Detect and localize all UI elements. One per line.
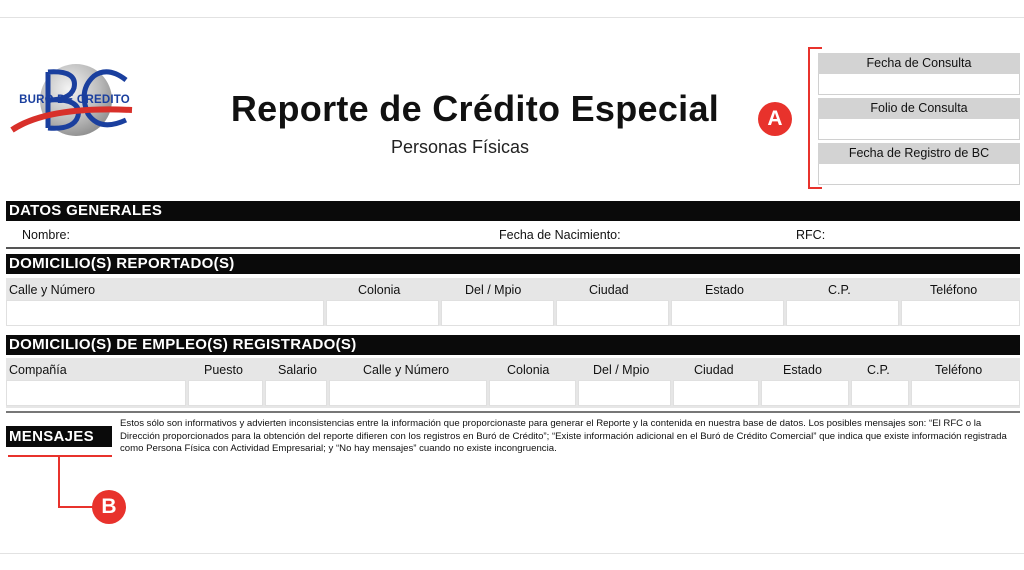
empleo-col-salario: Salario <box>278 363 317 377</box>
domicilio-cell <box>786 300 899 326</box>
top-divider <box>0 17 1024 18</box>
empleo-cell <box>265 380 327 406</box>
callout-b-line <box>58 457 60 508</box>
rfc-label: RFC: <box>796 228 826 242</box>
datos-generales-row <box>6 225 1020 247</box>
domicilios-header: DOMICILIO(S) REPORTADO(S) <box>6 254 1020 274</box>
domicilio-cell <box>556 300 669 326</box>
fecha-consulta-label: Fecha de Consulta <box>818 53 1020 74</box>
fecha-registro-value <box>818 164 1020 185</box>
fecha-nacimiento-label: Fecha de Nacimiento: <box>499 228 621 242</box>
fecha-registro-box <box>818 143 1020 185</box>
fecha-consulta-box <box>818 53 1020 95</box>
mensajes-text: Estos sólo son informativos y advierten inconsistencias entre la información que proporcionaste para generar el Reporte y la contenida en nuestra base de datos. Los posibles mensajes son: “El RFC o la Dirección proporcionados para la obtención del reporte difieren con los registros en Buró de Crédito”; “Existe información adicional en el Buró de Crédito Comercial” que indica que existe información registrada como Persona Física con Actividad Empresarial; y “No hay mensajes” cuando no existe incongruencia. <box>120 418 1007 454</box>
empleo-col-compania: Compañía <box>9 363 67 377</box>
empleo-col-puesto: Puesto <box>204 363 243 377</box>
empleo-col-ciudad: Ciudad <box>694 363 734 377</box>
domicilio-col-colonia: Colonia <box>358 283 401 297</box>
empleo-cell <box>329 380 487 406</box>
empleo-cell <box>911 380 1020 406</box>
empleo-col-delmpio: Del / Mpio <box>593 363 650 377</box>
datos-generales-divider <box>6 247 1020 249</box>
domicilio-col-estado: Estado <box>705 283 744 297</box>
fecha-registro-label: Fecha de Registro de BC <box>818 143 1020 164</box>
buro-logo-icon <box>8 58 138 168</box>
empleo-cell <box>578 380 671 406</box>
datos-generales-header: DATOS GENERALES <box>6 201 1020 221</box>
empleo-col-telefono: Teléfono <box>935 363 983 377</box>
page-subtitle: Personas Físicas <box>390 137 530 157</box>
folio-consulta-box <box>818 98 1020 140</box>
callout-b-underline <box>8 455 112 457</box>
domicilio-cell <box>671 300 784 326</box>
fecha-consulta-value <box>818 74 1020 95</box>
folio-consulta-value <box>818 119 1020 140</box>
empleo-cell <box>673 380 759 406</box>
mensajes-header: MENSAJES <box>6 426 112 447</box>
empleo-col-estado: Estado <box>783 363 822 377</box>
section-divider <box>6 411 1020 413</box>
domicilio-col-delmpio: Del / Mpio <box>465 283 522 297</box>
callout-b-connector <box>58 506 94 508</box>
folio-consulta-label: Folio de Consulta <box>818 98 1020 119</box>
empleo-col-calle: Calle y Número <box>363 363 450 377</box>
callout-b-badge: B <box>92 490 126 524</box>
empleo-col-cp: C.P. <box>867 363 890 377</box>
domicilio-cell <box>901 300 1020 326</box>
domicilio-col-cp: C.P. <box>828 283 851 297</box>
empleo-cell <box>6 380 186 406</box>
logo-text: BURO DE CREDITO <box>19 94 130 106</box>
domicilio-cell <box>6 300 324 326</box>
domicilio-col-telefono: Teléfono <box>930 283 978 297</box>
empleo-cell <box>761 380 849 406</box>
domicilio-col-calle: Calle y Número <box>9 283 96 297</box>
page-title: Reporte de Crédito Especial <box>230 88 720 129</box>
domicilio-cell <box>326 300 439 326</box>
domicilio-cell <box>441 300 554 326</box>
empleos-header: DOMICILIO(S) DE EMPLEO(S) REGISTRADO(S) <box>6 335 1020 355</box>
domicilio-col-ciudad: Ciudad <box>589 283 629 297</box>
empleo-col-colonia: Colonia <box>507 363 550 377</box>
empleo-cell <box>489 380 576 406</box>
empleo-cell <box>851 380 909 406</box>
empleo-cell <box>188 380 263 406</box>
bottom-divider <box>0 553 1024 554</box>
callout-a-badge: A <box>758 102 792 136</box>
nombre-label: Nombre: <box>22 228 70 242</box>
